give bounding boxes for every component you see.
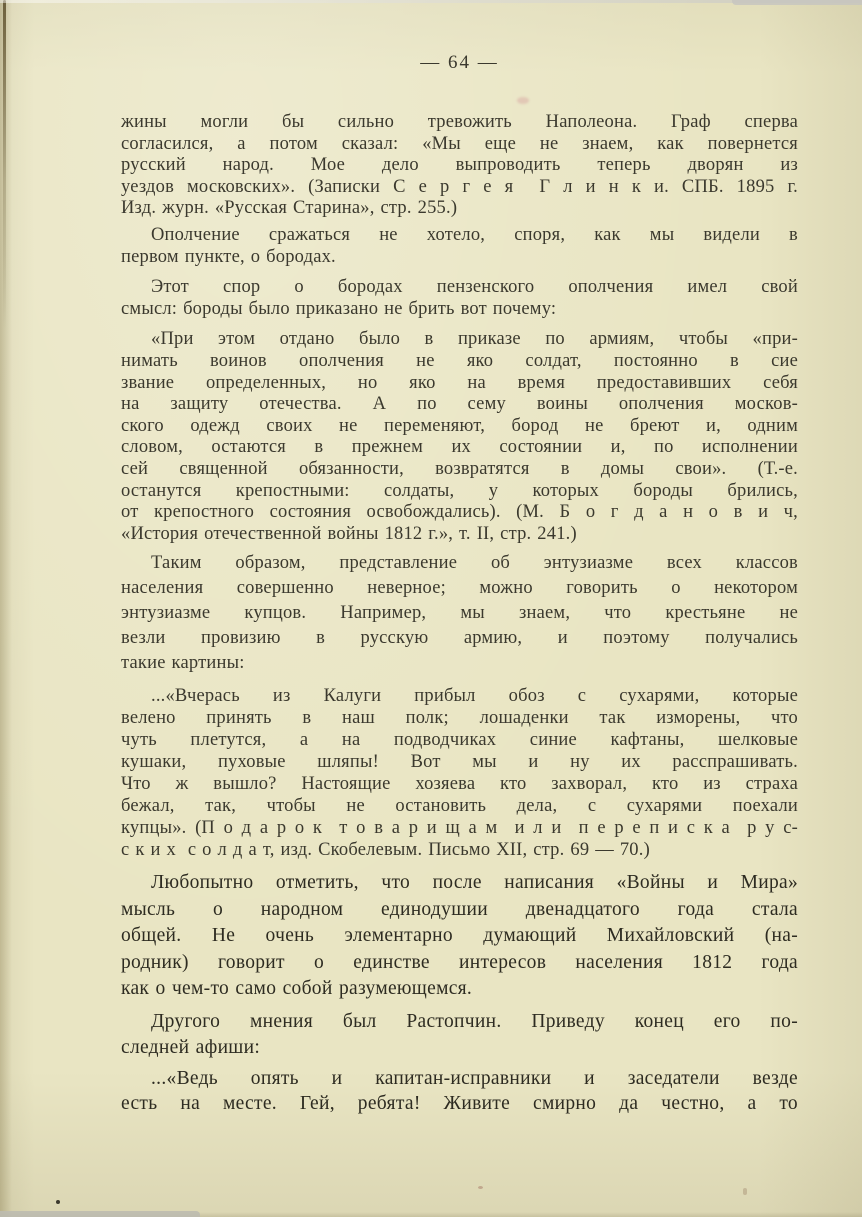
text-line: Этот спор о бородах пензенского ополчения имел свой — [151, 277, 798, 298]
text-line: жины могли бы сильно тревожить Наполеона. Граф сперва — [121, 112, 798, 132]
text-line: следней афиши: — [121, 1036, 261, 1058]
text-line: первом пункте, о бородах. — [121, 246, 336, 267]
text-line: общей. Не очень элементарно думающий Михайловский (на- — [121, 925, 798, 947]
text-line: на защиту отечества. А по сему воины ополчения москов- — [121, 394, 798, 415]
text-line: с к и х с о л д а т, изд. Скобелевым. Письмо XII, стр. 69 — 70.) — [121, 840, 650, 861]
ink-speck — [56, 1200, 60, 1204]
text-line: чуть плетутся, а на подводчиках синие кафтаны, шелковые — [121, 730, 798, 751]
text-line: сей священной обязанности, возвратятся в домы свои». (Т.-е. — [121, 458, 798, 479]
paragraph-9 — [121, 1066, 798, 1117]
text-line: Другого мнения был Растопчин. Приведу конец его по- — [151, 1010, 798, 1032]
page-number: — 64 — — [420, 52, 499, 73]
text-line: везли провизию в русскую армию, и поэтому получались — [121, 628, 798, 649]
paragraph-4 — [121, 329, 798, 545]
text-line: ...«Вчерась из Калуги прибыл обоз с сухарями, которые — [151, 686, 798, 707]
paragraph-6 — [121, 685, 798, 861]
paragraph-8 — [121, 1009, 798, 1061]
scan-bottom-left-strip — [0, 1211, 200, 1217]
text-line: Что ж вышло? Настоящие хозяева кто захворал, кто из страха — [121, 774, 798, 795]
text-line: такие картины: — [121, 653, 245, 674]
text-line: останутся крепостными: солдаты, у которых бороды брились, — [121, 480, 798, 501]
text-line: как о чем-то само собой разумеющемся. — [121, 978, 473, 1000]
text-line: звание определенных, но яко на время предоставивших себя — [121, 372, 798, 393]
text-line: кушаки, пуховые шляпы! Вот мы и ну их расспрашивать. — [121, 752, 798, 773]
text-line: Любопытно отметить, что после написания «Войны и Мира» — [151, 872, 798, 894]
text-line: ...«Ведь опять и капитан-исправники и заседатели везде — [151, 1067, 798, 1089]
scan-left-edge-shadow — [0, 0, 12, 1217]
text-line: от крепостного состояния освобождались). (М. Б о г д а н о в и ч, — [121, 502, 798, 523]
paper-blemish — [478, 1186, 483, 1189]
paragraph-2 — [121, 225, 798, 268]
text-line: словом, остаются в прежнем их состоянии и, по исполнении — [121, 437, 798, 458]
scan-top-right-edge — [732, 0, 862, 5]
text-line: Изд. журн. «Русская Старина», стр. 255.) — [121, 198, 458, 219]
paragraph-7 — [121, 870, 798, 1003]
text-line: смысл: бороды было приказано не брить вот почему: — [121, 298, 557, 319]
scan-left-edge-line — [3, 0, 6, 330]
paragraph-1 — [121, 112, 798, 220]
paper-blemish — [743, 1188, 747, 1195]
text-line: согласился, а потом сказал: «Мы еще не знаем, как повернется — [121, 133, 798, 154]
text-line: мысль о народном единодушии двенадцатого года стала — [121, 898, 798, 920]
paragraph-3 — [121, 277, 798, 320]
pink-smudge — [517, 97, 529, 104]
text-line: Таким образом, представление об энтузиазме всех классов — [151, 553, 798, 574]
text-line: населения совершенно неверное; можно говорить о некотором — [121, 578, 798, 599]
text-line: есть на месте. Гей, ребята! Живите смирно да честно, а то — [121, 1093, 798, 1115]
text-line: родник) говорит о единстве интересов населения 1812 года — [121, 951, 798, 973]
text-line: «При этом отдано было в приказе по армиям, чтобы «при- — [151, 329, 798, 350]
text-line: энтузиазме купцов. Например, мы знаем, что крестьяне не — [121, 603, 798, 624]
text-line: купцы». (П о д а р о к т о в а р и щ а м и л и п е р е п и с к а р у с- — [121, 818, 798, 839]
text-line: уездов московских». (Записки С е р г е я Г л и н к и. СПБ. 1895 г. — [121, 176, 798, 197]
text-line: «История отечественной войны 1812 г.», т. II, стр. 241.) — [121, 523, 577, 544]
text-line: велено принять в наш полк; лошаденки так изморены, что — [121, 708, 798, 729]
text-line: нимать воинов ополчения не яко солдат, постоянно в сие — [121, 350, 798, 371]
paragraph-5 — [121, 551, 798, 676]
page-text — [121, 112, 798, 1117]
text-line: русский народ. Мое дело выпроводить теперь дворян из — [121, 155, 798, 176]
text-line: Ополчение сражаться не хотело, споря, как мы видели в — [151, 224, 798, 245]
text-line: ского одежд своих не переменяют, бород не бреют и, одним — [121, 415, 798, 436]
text-line: бежал, так, чтобы не остановить дела, с сухарями поехали — [121, 796, 798, 817]
